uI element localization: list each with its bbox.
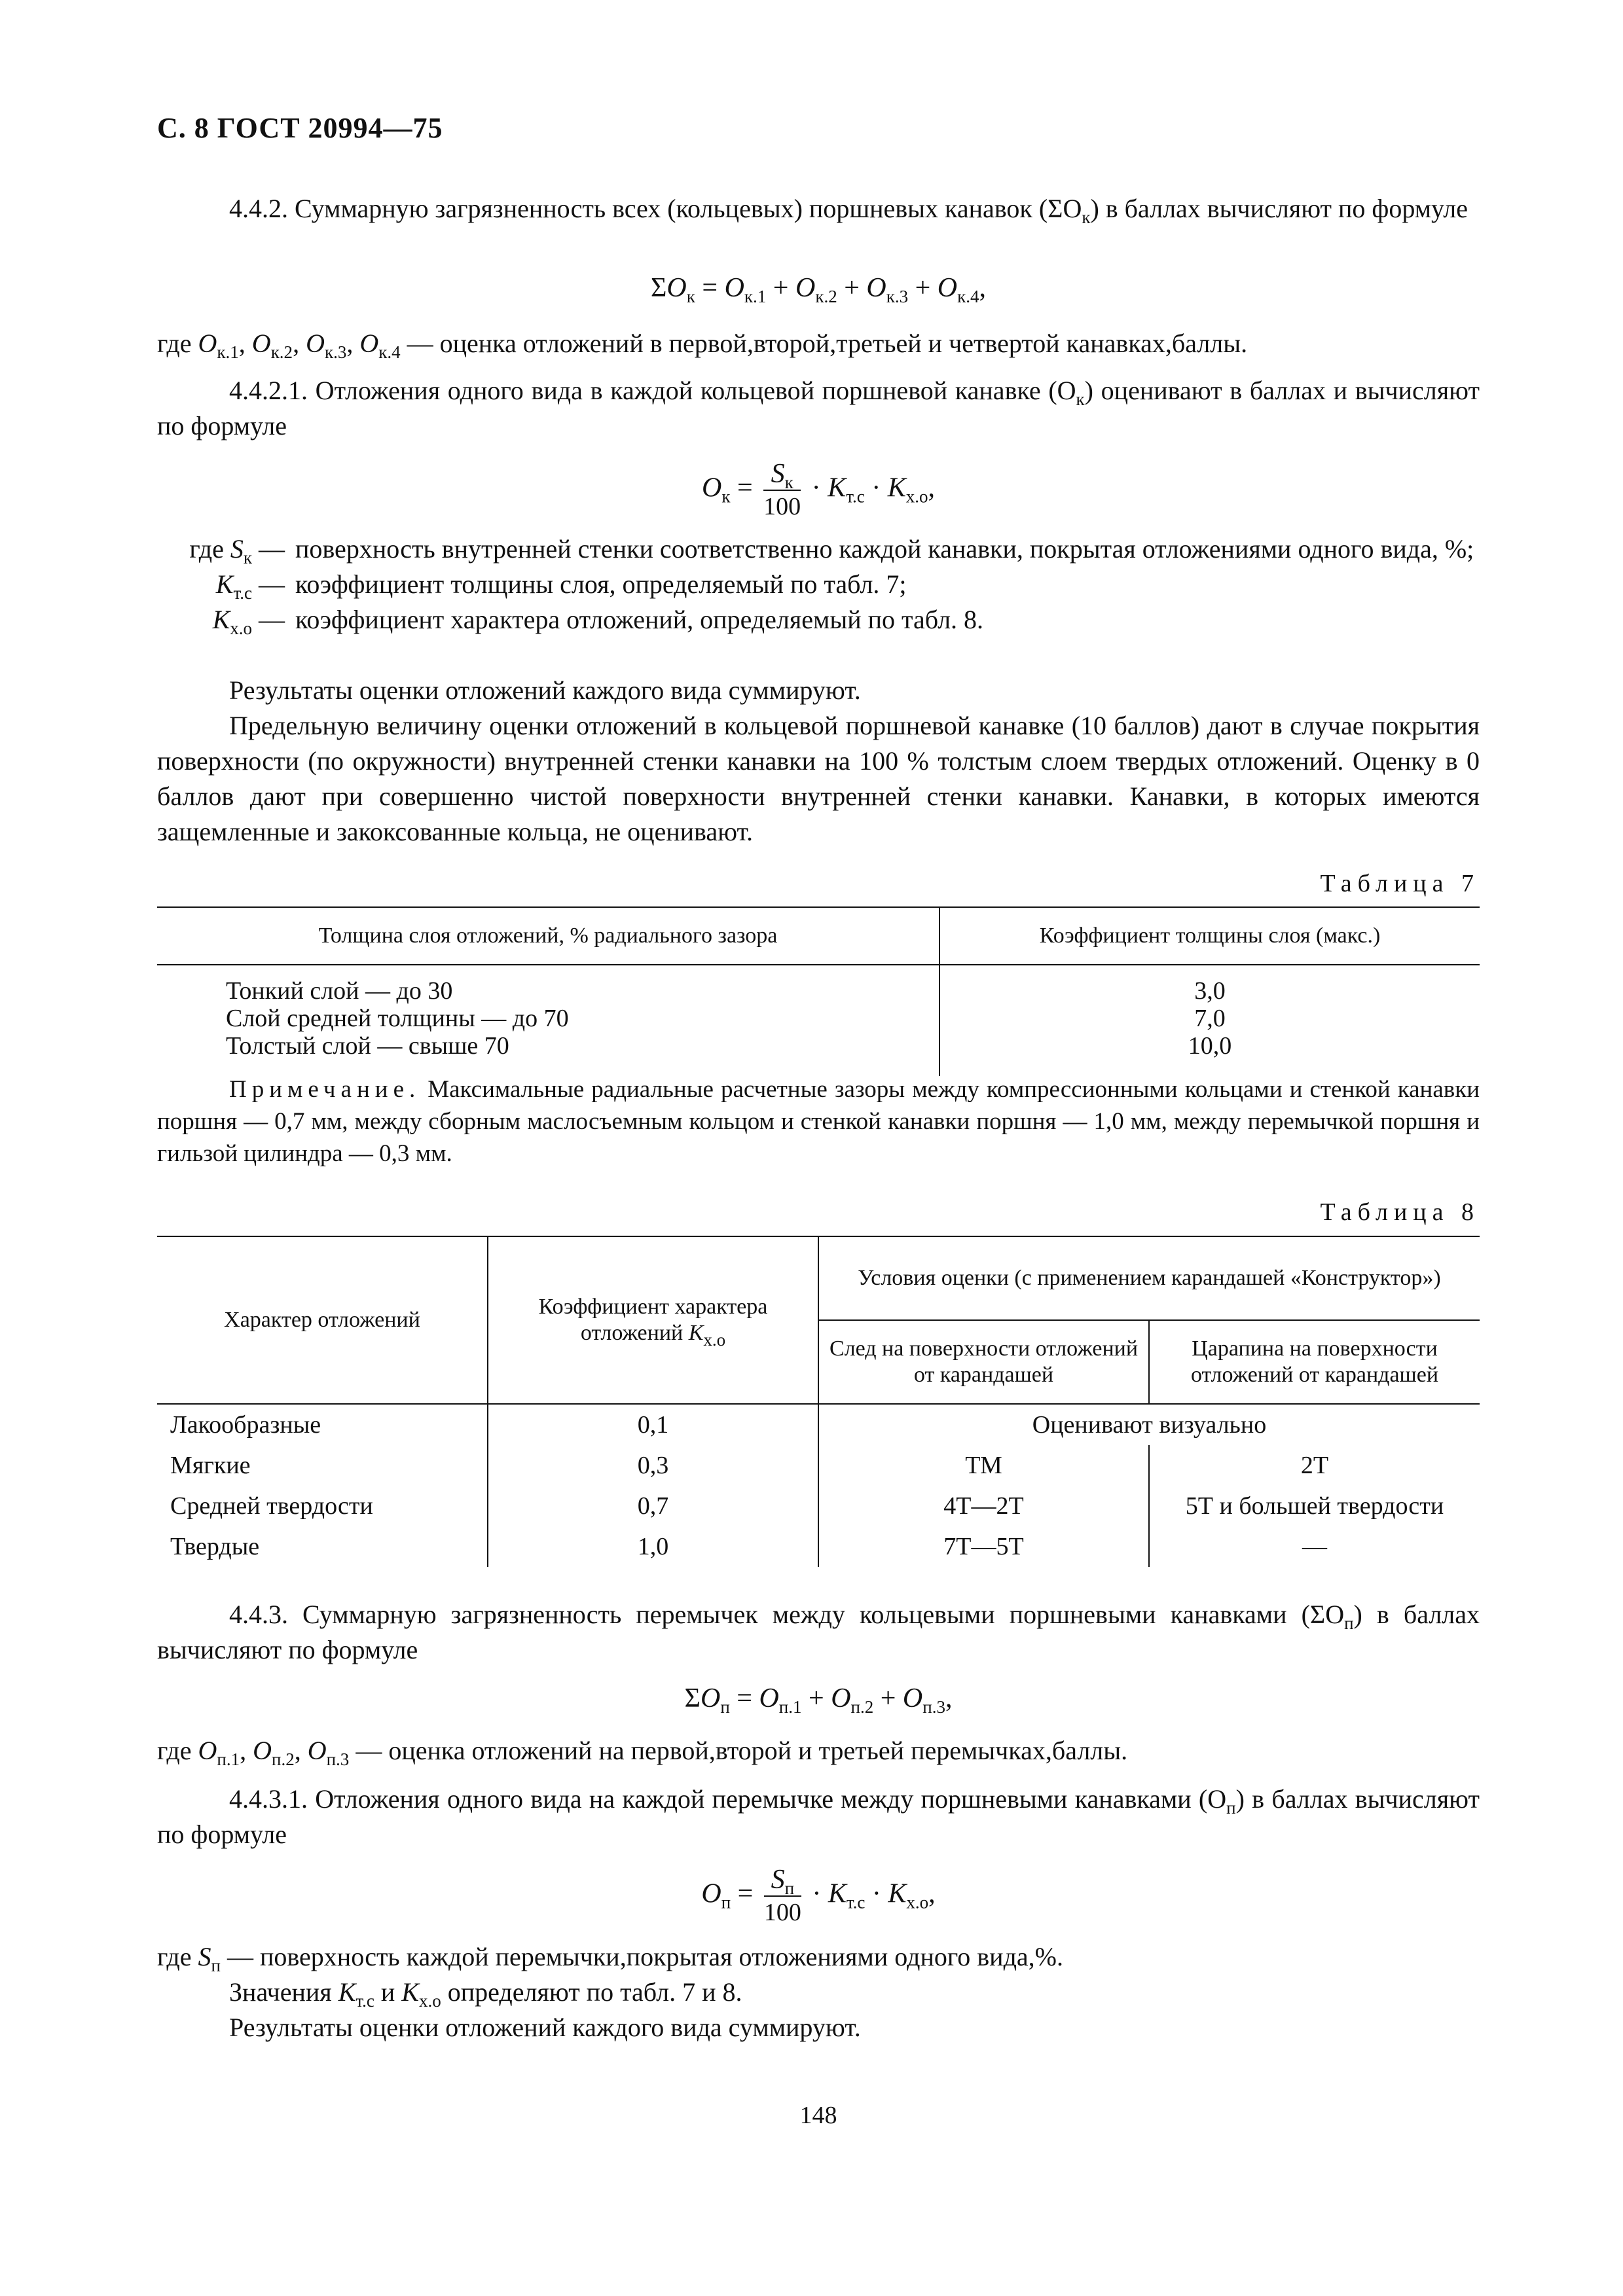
sp-definition: где $S_п$ — поверхность каждой перемычки,покрытая отложениями одного вида,%. bbox=[157, 1942, 1063, 1975]
paragraph-4-4-2: 4.4.2. Суммарную загрязненность всех (кольцевых) поршневых канавок $(\Sigma О_к)$ в баллах вычисляют по формуле bbox=[229, 194, 1468, 227]
table-8-cell: ТМ bbox=[818, 1445, 1149, 1486]
formula-ok: $O_к$ = $\frac{S_к}{100}$ · $K_{т.с} \cdot K_{х.о}$, bbox=[157, 458, 1480, 522]
table-7-caption: Таблица 7 bbox=[1320, 870, 1480, 897]
table-7-header: Толщина слоя отложений, % радиального зазора bbox=[157, 907, 939, 965]
formula-sum-ok: $\Sigma O_к = O_{к.1} + O_{к.2} + O_{к.3} + O_{к.4}$, bbox=[650, 273, 987, 306]
table-7-note: Примечание. Максимальные радиальные расчетные зазоры между компрессионными кольцами и стенкой канавки поршня — 0,7 мм, между сборным маслосъемным кольцом и стенкой канавки поршня — 1,0 мм, между перемычкой поршня и гильзой цилиндра — 0,3 мм. bbox=[157, 1076, 1480, 1167]
table-8-header-sled: След на поверхности отложений от карандашей bbox=[818, 1320, 1149, 1404]
table-8-caption: Таблица 8 bbox=[1320, 1198, 1480, 1226]
table-8-header-cond: Условия оценки (с применением карандашей «Конструктор») bbox=[818, 1236, 1480, 1320]
table-8 bbox=[157, 1236, 1480, 1567]
limit-paragraph: Предельную величину оценки отложений в кольцевой поршневой канавке (10 баллов) дают в случае покрытия поверхности (по окружности) внутренней стенки канавки на 100 % толстым слоем твердых отложений. Оценку в 0 баллов дают при совершенно чистой поверхности внутренней стенки канавки. Канавки, в которых имеются защемленные и закоксованные кольца, не оценивают. bbox=[157, 711, 1480, 846]
fraction: $\frac{S_п}{100}$ bbox=[763, 1865, 801, 1926]
table-8-header-car: Царапина на поверхности отложений от карандашей bbox=[1149, 1320, 1480, 1404]
table-8-cell: Мягкие bbox=[170, 1452, 251, 1479]
table-8-cell: Лакообразные bbox=[170, 1411, 321, 1439]
formula-sum-op: $\Sigma O_п = O_{п.1} + O_{п.2} + O_{п.3}$, bbox=[684, 1683, 953, 1717]
table-8-cell: Твердые bbox=[170, 1533, 260, 1560]
values-text: Значения $K_{т.с}$ и $K_{х.о}$ определяют по табл. 7 и 8. bbox=[229, 1977, 742, 2011]
table-8-cell: 5Т и большей твердости bbox=[1149, 1486, 1480, 1526]
table-8-cell: 0,3 bbox=[488, 1445, 818, 1486]
table-8-cell: 1,0 bbox=[488, 1526, 818, 1567]
sum-text-1: Результаты оценки отложений каждого вида суммируют. bbox=[229, 675, 861, 705]
fraction: $\frac{S_к}{100}$ bbox=[763, 459, 801, 520]
table-8-cell: — bbox=[1149, 1526, 1480, 1567]
table-8-header-coef: Коэффициент характера отложений $K_{х.о}$ bbox=[488, 1236, 818, 1404]
table-7-header: Коэффициент толщины слоя (макс.) bbox=[939, 907, 1480, 965]
table-7-cell: Тонкий слой — до 30 Слой средней толщины — до 70 Толстый слой — свыше 70 bbox=[226, 977, 569, 1060]
table-7 bbox=[157, 906, 1480, 1076]
table-8-cell: 0,1 bbox=[488, 1404, 818, 1445]
table-8-cell: Оценивают визуально bbox=[818, 1404, 1480, 1445]
sum-text-2: Результаты оценки отложений каждого вида суммируют. bbox=[229, 2013, 861, 2042]
paragraph-4-4-3-1: 4.4.3.1. Отложения одного вида на каждой перемычке между поршневыми канавками $(О_п)$ в баллах вычисляют по формуле bbox=[157, 1784, 1480, 1849]
table-7-cell: 3,0 7,0 10,0 bbox=[939, 965, 1480, 1076]
formula-op: $O_п$ = $\frac{S_п}{100}$ · $K_{т.с} \cdot K_{х.о}$, bbox=[157, 1864, 1480, 1928]
table-8-cell: 2Т bbox=[1149, 1445, 1480, 1486]
table-8-cell: Средней твердости bbox=[170, 1492, 373, 1520]
table-8-cell: 7Т—5Т bbox=[818, 1526, 1149, 1567]
ok-definition: где $O_{к.1}$, $O_{к.2}$, $O_{к.3}$, $O_{к.4}$ — оценка отложений в первой,второй,третьей и четвертой канавках,баллы. bbox=[157, 329, 1248, 362]
table-8-cell: 4Т—2Т bbox=[818, 1486, 1149, 1526]
definitions-ok: где $S_к$ — поверхность внутренней стенки соответственно каждой канавки, покрытая отложениями одного вида, %; $K_{т.с}$ — коэффициент толщины слоя, определяемый по табл. 7; $K_{х.о}$ — коэффициент характера отложений, определяемый по табл. 8. bbox=[189, 534, 1474, 638]
table-8-header-char: Характер отложений bbox=[157, 1236, 488, 1404]
page-header: С. 8 ГОСТ 20994—75 bbox=[157, 112, 443, 144]
table-8-cell: 0,7 bbox=[488, 1486, 818, 1526]
page-number: 148 bbox=[799, 2102, 837, 2129]
paragraph-4-4-2-1: 4.4.2.1. Отложения одного вида в каждой кольцевой поршневой канавке $(О_к)$ оценивают в баллах и вычисляют по формуле bbox=[157, 376, 1480, 440]
paragraph-4-4-3: 4.4.3. Суммарную загрязненность перемычек между кольцевыми поршневыми канавками $(\Sigma О_п)$ в баллах вычисляют по формуле bbox=[157, 1600, 1480, 1664]
op-definition: где $O_{п.1}$, $O_{п.2}$, $O_{п.3}$ — оценка отложений на первой,второй и третьей перемычках,баллы. bbox=[157, 1736, 1128, 1769]
